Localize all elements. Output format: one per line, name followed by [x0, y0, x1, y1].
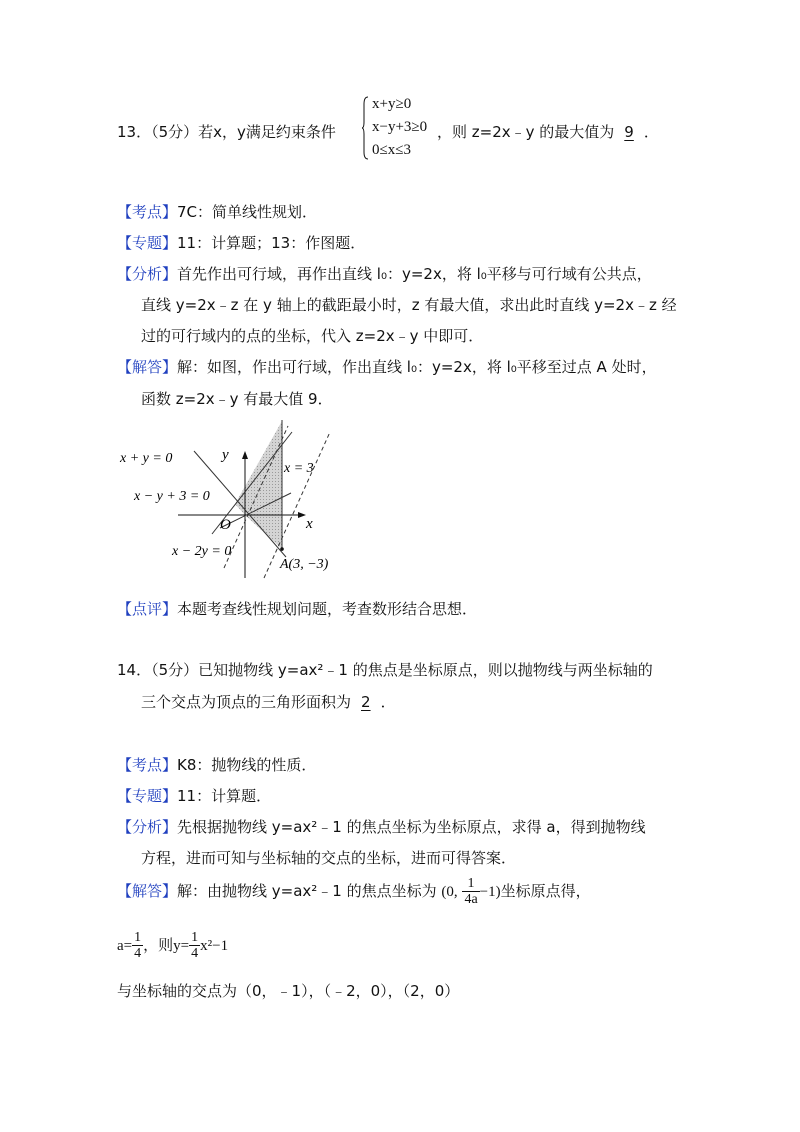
feasible-region-figure — [116, 418, 366, 587]
constraint-system — [362, 96, 432, 164]
q13-stem-suffix: ，则 z=2x﹣y 的最大值为 — [437, 123, 615, 141]
label-x-plus-y: x + y = 0 — [120, 451, 173, 466]
label-x-minus-y-plus-3: x − y + 3 = 0 — [134, 489, 210, 504]
q14-line-2-prefix: 三个交点为顶点的三角形面积为 — [141, 693, 352, 711]
label-x-axis: x — [306, 516, 313, 532]
kaodian-text-14: K8：抛物线的性质． — [177, 756, 317, 774]
q13-jieda — [117, 356, 657, 377]
q13-kaodian — [117, 201, 317, 222]
q13-stem-prefix: 13．（5分）若x，y满足约束条件 — [117, 123, 336, 141]
fenxi-line-1: 首先作出可行域，再作出直线 l₀：y=2x，将 l₀平移与可行域有公共点， — [177, 265, 652, 283]
y-axis-arrow-icon — [242, 451, 248, 459]
focus-fraction — [462, 876, 479, 907]
q14-line-1: 14．（5分）已知抛物线 y=ax²﹣1 的焦点是坐标原点，则以抛物线与两坐标轴的 — [117, 661, 653, 679]
a-eq: a= — [117, 938, 133, 954]
q14-line-2 — [141, 691, 396, 712]
q14-answer: 2 — [361, 693, 371, 711]
q13-fenxi — [117, 263, 652, 284]
zhuanti-tag: 【专题】 — [117, 234, 178, 252]
y-num: 1 — [191, 930, 199, 945]
constraint-3: 0≤x≤3 — [372, 142, 411, 158]
then-text: ，则 — [143, 936, 174, 954]
zhuanti-tag-14: 【专题】 — [117, 787, 178, 805]
fenxi-tag-14: 【分析】 — [117, 818, 178, 836]
focus-num: 1 — [462, 876, 479, 892]
y-eq: y= — [173, 938, 190, 954]
zhuanti-text: 11：计算题；13：作图题． — [177, 234, 366, 252]
jieda-line-1-suffix: 坐标原点得， — [500, 882, 591, 900]
jieda-line-1-prefix: 解：由抛物线 y=ax²﹣1 的焦点坐标为 — [177, 882, 437, 900]
label-y-axis: y — [222, 447, 229, 463]
y-tail: x²−1 — [200, 938, 229, 954]
fenxi-line-2-14: 方程，进而可知与坐标轴的交点的坐标，进而可得答案． — [141, 849, 517, 867]
q13-dianping — [117, 598, 477, 619]
kaodian-tag: 【考点】 — [117, 203, 178, 221]
kaodian-text: 7C：简单线性规划． — [177, 203, 318, 221]
q13-stem — [117, 121, 336, 142]
q14-a-value-line — [117, 930, 228, 961]
constraint-2: x−y+3≥0 — [372, 119, 428, 135]
point-A — [280, 547, 284, 551]
fenxi-tag: 【分析】 — [117, 265, 178, 283]
q13-stem-tail — [437, 121, 659, 142]
focus-close: −1) — [479, 884, 501, 900]
fenxi-line-1-14: 先根据抛物线 y=ax²﹣1 的焦点坐标为坐标原点，求得 a，得到抛物线 — [177, 818, 646, 836]
y-fraction — [189, 930, 200, 961]
a-fraction — [132, 930, 143, 961]
q14-kaodian — [117, 754, 316, 775]
fenxi-line-2: 直线 y=2x﹣z 在 y 轴上的截距最小时，z 有最大值，求出此时直线 y=2x﹣z 经 — [141, 296, 677, 314]
jieda-line-1: 解：如图，作出可行域，作出直线 l₀：y=2x，将 l₀平移至过点 A 处时， — [177, 358, 657, 376]
q14-fenxi — [117, 816, 646, 837]
figure-svg — [116, 418, 366, 583]
label-x-minus-2y: x − 2y = 0 — [172, 544, 232, 559]
a-num: 1 — [134, 930, 142, 945]
q14-jieda — [117, 876, 591, 907]
q14-end: ． — [380, 693, 396, 711]
x-axis-arrow-icon — [298, 512, 306, 518]
focus-open: (0, — [441, 884, 458, 900]
focus-den: 4a — [464, 892, 478, 907]
q13-zhuanti — [117, 232, 365, 253]
q13-end: ． — [643, 123, 659, 141]
y-den: 4 — [191, 946, 199, 961]
label-x-equals-3: x = 3 — [284, 461, 314, 476]
q14-intersections: 与坐标轴的交点为（0，﹣1），（﹣2，0），（2，0） — [117, 982, 460, 1000]
a-den: 4 — [134, 946, 142, 961]
dianping-text: 本题考查线性规划问题，考查数形结合思想． — [177, 600, 478, 618]
jieda-tag: 【解答】 — [117, 358, 178, 376]
dianping-tag: 【点评】 — [117, 600, 178, 618]
constraint-1: x+y≥0 — [372, 96, 412, 112]
q14-zhuanti — [117, 785, 271, 806]
jieda-line-2: 函数 z=2x﹣y 有最大值 9． — [141, 390, 333, 408]
left-brace-icon — [362, 96, 369, 160]
jieda-tag-14: 【解答】 — [117, 882, 178, 900]
zhuanti-text-14: 11：计算题． — [177, 787, 272, 805]
q13-answer: 9 — [624, 123, 634, 141]
kaodian-tag-14: 【考点】 — [117, 756, 178, 774]
label-origin: O — [220, 517, 231, 533]
fenxi-line-3: 过的可行域内的点的坐标，代入 z=2x﹣y 中即可． — [141, 327, 484, 345]
label-point-A: A(3, −3) — [280, 557, 329, 572]
feasible-region — [235, 421, 282, 549]
